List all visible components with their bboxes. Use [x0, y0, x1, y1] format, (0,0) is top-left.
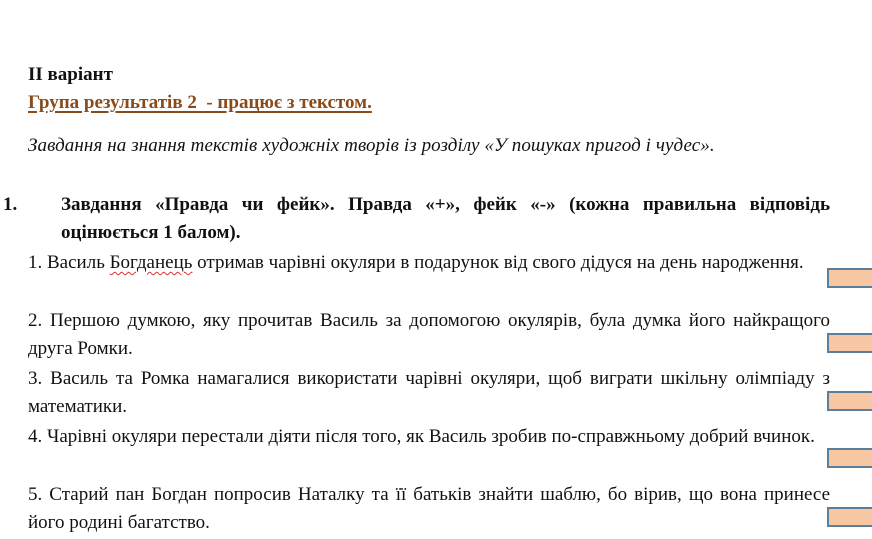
- statement-2: [28, 307, 830, 363]
- spellcheck-word: Богданець: [109, 252, 193, 273]
- document-page: [3, 0, 830, 533]
- statement-1: [28, 249, 830, 305]
- answer-box-2[interactable]: [827, 333, 872, 353]
- task-number: 1.: [3, 194, 18, 215]
- answer-box-1[interactable]: [827, 268, 872, 288]
- answer-box-5[interactable]: [827, 507, 872, 527]
- results-group-title: Група результатів 2 - працює з текстом.: [28, 92, 372, 113]
- statement-4: [28, 423, 830, 479]
- answer-box-4[interactable]: [827, 448, 872, 468]
- statement-text-end: отримав чарівні окуляри в подарунок від свого дідуся на день народження.: [192, 252, 804, 273]
- task-intro: Завдання на знання текстів художніх творів із розділу «У пошуках пригод і чудес».: [28, 135, 715, 156]
- statement-text: 4. Чарівні окуляри перестали діяти після того, як Василь зробив по-справжньому добрий вчинок.: [28, 426, 815, 447]
- answer-box-3[interactable]: [827, 391, 872, 411]
- statement-5: [28, 481, 830, 537]
- statement-text: 2. Першою думкою, яку прочитав Василь за допомогою окулярів, була думка його найкращого друга Ромки.: [28, 310, 830, 359]
- statement-list: [28, 249, 830, 539]
- task-text: Завдання «Правда чи фейк». Правда «+», фейк «-» (кожна правильна відповідь оцінюється 1 балом).: [61, 194, 830, 243]
- task-heading: [3, 191, 830, 247]
- statement-3: [28, 365, 830, 421]
- variant-title: ІІ варіант: [28, 64, 113, 85]
- statement-text: 5. Старий пан Богдан попросив Наталку та її батьків знайти шаблю, бо вірив, що вона принесе його родині багатство.: [28, 484, 830, 533]
- statement-text: 1. Василь: [28, 252, 110, 273]
- statement-text: 3. Василь та Ромка намагалися використати чарівні окуляри, щоб виграти шкільну олімпіаду з математики.: [28, 368, 830, 417]
